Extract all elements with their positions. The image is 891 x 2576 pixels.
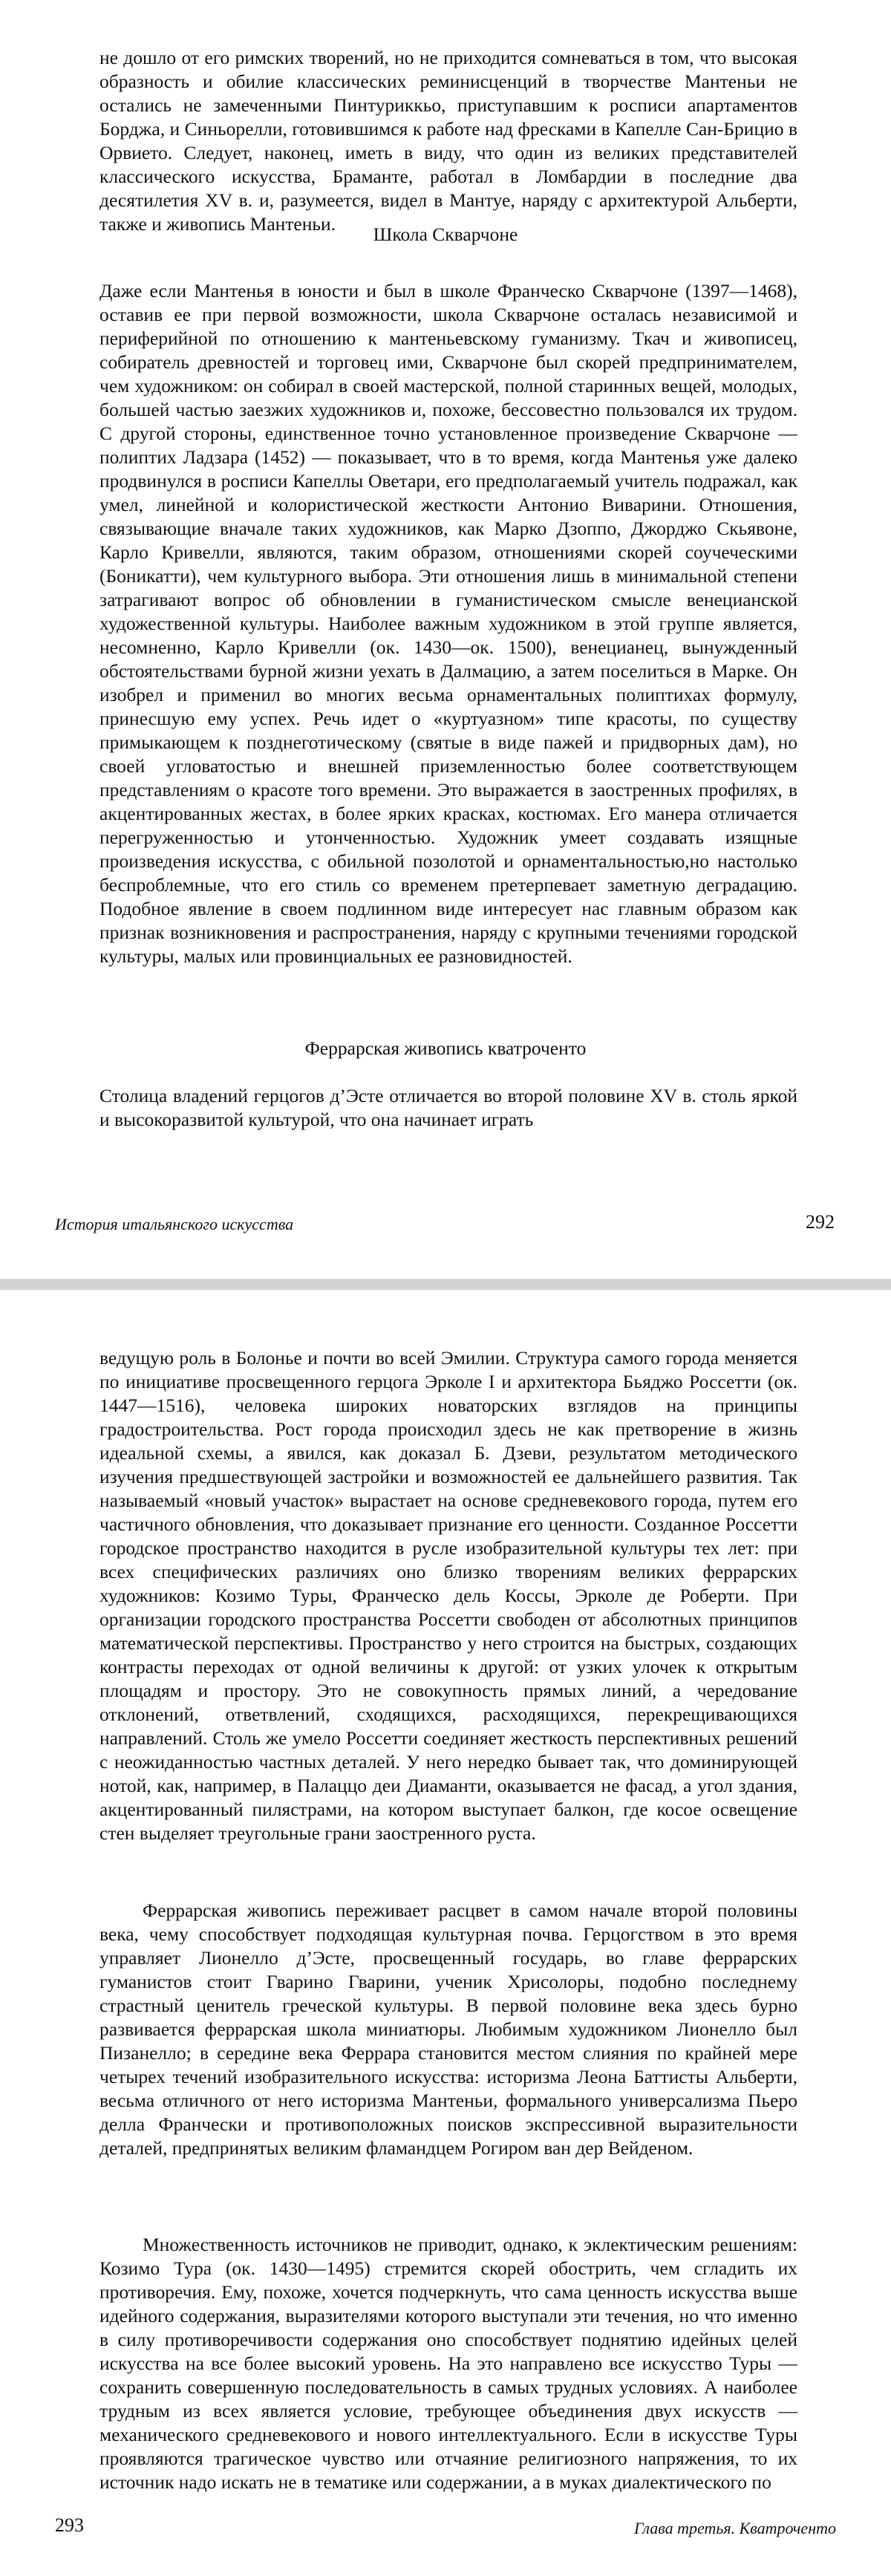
paragraph-rossetti: ведущую роль в Болонье и почти во всей Эмилии. Структура самого города меняется по инициативе просвещенного герцога Эрколе I и архитектора Бьяджо Россетти (ок. 1447—1516), человека широких новаторских взглядов на принципы градостроительства. Рост города происходил здесь не как претворение в жизнь идеальной схемы, а явился, как доказал Б. Дзеви, результатом методического изучения предшествующей застройки и возможностей ее дальнейшего развития. Так называемый «новый участок» вырастает на основе средневекового города, путем его частичного обновления, что доказывает признание его ценности. Созданное Россетти городское пространство находится в русле изобразительной культуры тех лет: при всех специфических различиях оно близко творениям великих феррарских художников: Козимо Туры, Франческо дель Коссы, Эрколе де Роберти. При организации городского пространства Россетти свободен от абсолютных принципов математической перспективы. Пространство у него строится на быстрых, создающих контрасты переходах от одной величины к другой: от узких улочек к открытым площадям и простору. Это не совокупность прямых линий, а чередование отклонений, ответвлений, сходящихся, расходящихся, перекрещивающихся направлений. Столь же умело Россетти соединяет жесткость перспективных решений с неожиданностью частных деталей. У него нередко бывает так, что доминирующей нотой, как, например, в Палаццо деи Диаманти, оказывается не фасад, а угол здания, акцентированный пилястрами, на котором выступает балкон, где косое освещение стен выделяет треугольные грани заостренного руста.	[99, 1347, 797, 1844]
page-separator	[0, 1279, 891, 1290]
running-footer-title: История итальянского искусства	[55, 1215, 294, 1233]
paragraph-ferrara-start: Столица владений герцогов д’Эсте отличается во второй половине XV в. столь яркой и высокоразвитой культурой, что она начинает играть	[99, 1085, 797, 1130]
paragraph-cosimo-tura: Множественность источников не приводит, однако, к эклектическим решениям: Козимо Тура (ок. 1430—1495) стремится скорей обострить, чем сгладить их противоречия. Ему, похоже, хочется подчеркнуть, что сама ценность искусства выше идейного содержания, выразителями которого выступали эти течения, но что именно в силу противоречивости содержания оно способствует поднятию идейных целей искусства на все более высокий уровень. На это направлено все искусство Туры — сохранить совершенную последовательность в самых трудных условиях. А наиболее трудным из всех является условие, требующее объединения двух искусств — механического средневекового и нового интеллектуального. Если в искусстве Туры проявляются трагическое чувство или отчаяние религиозного напряжения, то их источник надо искать не в тематике или содержании, а в муках диалектического по	[99, 2234, 797, 2493]
book-page-left	[0, 0, 891, 1279]
running-footer-chapter: Глава третья. Кватроченто	[634, 2519, 836, 2537]
section-heading-skvarchone: Школа Скварчоне	[373, 224, 518, 245]
page-number: 292	[806, 1211, 835, 1233]
section-heading-ferrara: Феррарская живопись кватроченто	[304, 1037, 587, 1059]
paragraph-ferrarese-painting: Феррарская живопись переживает расцвет в самом начале второй половины века, чему способствует подходящая культурная почва. Герцогством в это время управляет Лионелло д’Эсте, просвещенный государь, во главе феррарских гуманистов стоит Гварино Гварини, ученик Хрисолоры, подобно последнему страстный ценитель греческой культуры. В первой половине века здесь бурно развивается феррарская школа миниатюры. Любимым художником Лионелло был Пизанелло; в середине века Феррара становится местом слияния по крайней мере четырех течений изобразительного искусства: историзма Леона Баттисты Альберти, весьма отличного от него историзма Мантеньи, формального универсализма Пьеро делла Франчески и противоположных поисков экспрессивной выразительности деталей, предпринятых великим фламандцем Рогиром ван дер Вейденом.	[99, 1900, 797, 2159]
paragraph-intro: не дошло от его римских творений, но не приходится сомневаться в том, что высокая образность и обилие классических реминисценций в творчестве Мантеньи не остались не замеченными Пинтуриккьо, приступавшим к росписи апартаментов Борджа, и Синьорелли, готовившимся к работе над фресками в Капелле Сан-Брицио в Орвието. Следует, наконец, иметь в виду, что один из великих представителей классического искусства, Браманте, работал в Ломбардии в последние два десятилетия XV в. и, разумеется, видел в Мантуе, наряду с архитектурой Альберти, также и живопись Мантеньи.	[99, 47, 797, 235]
book-page-right	[0, 1290, 891, 2576]
page-number: 293	[55, 2514, 84, 2536]
paragraph-skvarchone: Даже если Мантенья в юности и был в школе Франческо Скварчоне (1397—1468), оставив ее при первой возможности, школа Скварчоне осталась независимой и периферийной по отношению к мантеньевскому гуманизму. Ткач и живописец, собиратель древностей и торговец ими, Скварчоне был скорей предпринимателем, чем художником: он собирал в своей мастерской, полной старинных вещей, молодых, большей частью заезжих художников и, похоже, бессовестно пользовался их трудом. С другой стороны, единственное точно установленное произведение Скварчоне — полиптих Ладзара (1452) — показывает, что в то время, когда Мантенья уже далеко продвинулся в росписи Капеллы Оветари, его предполагаемый учитель подражал, как умел, линейной и колористической жесткости Антонио Виварини. Отношения, связывающие вначале таких художников, как Марко Дзоппо, Джорджо Скьявоне, Карло Кривелли, являются, таким образом, отношениями скорей соучеческими (Боникатти), чем культурного выбора. Эти отношения лишь в минимальной степени затрагивают вопрос об обновлении в гуманистическом смысле венецианской художественной культуры. Наиболее важным художником в этой группе является, несомненно, Карло Кривелли (ок. 1430—ок. 1500), венецианец, вынужденный обстоятельствами бурной жизни уехать в Далмацию, а затем поселиться в Марке. Он изобрел и применил во многих весьма орнаментальных полиптихах формулу, принесшую ему успех. Речь идет о «куртуазном» типе красоты, по существу примыкающем к позднеготическому (святые в виде пажей и придворных дам), но своей угловатостью и внешней приземленностью более соответствующем представлениям о красоте того времени. Это выражается в заостренных профилях, в акцентированных жестах, в более ярких красках, костюмах. Его манера отличается перегруженностью и утонченностью. Художник умеет создавать изящные произведения искусства, с обильной позолотой и орнаментальностью,но настолько беспроблемные, что его стиль со временем претерпевает заметную деградацию. Подобное явление в своем подлинном виде интересует нас главным образом как признак возникновения и распространения, наряду с крупными течениями городской культуры, малых или провинциальных ее разновидностей.	[99, 280, 797, 967]
